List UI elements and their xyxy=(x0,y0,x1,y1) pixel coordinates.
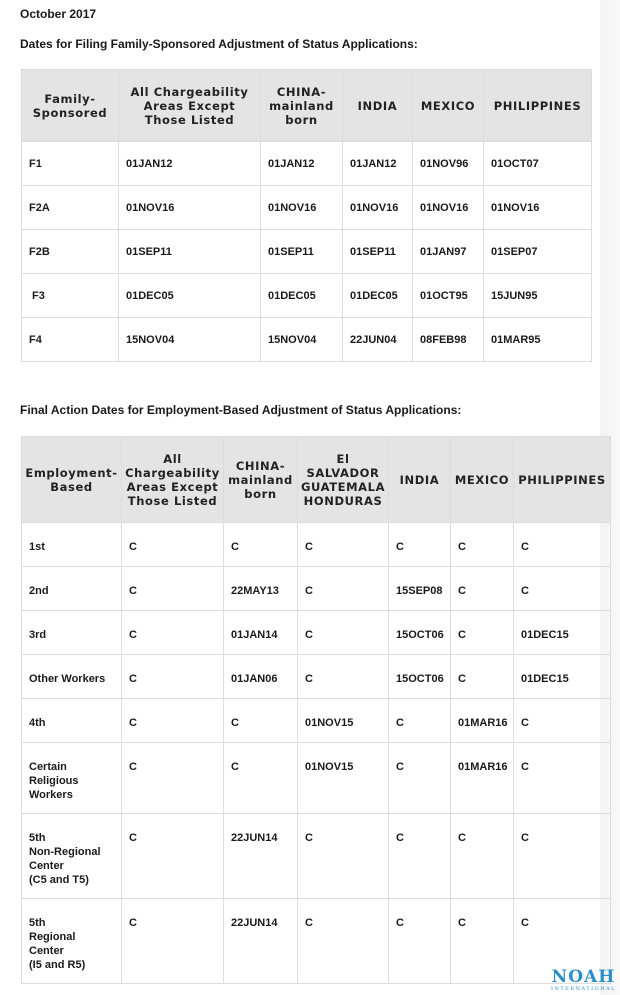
date-cell: C xyxy=(298,655,389,699)
column-header: MEXICO xyxy=(413,70,484,142)
date-cell: 01MAR16 xyxy=(451,699,514,743)
column-header: All Chargeability Areas Except Those Listed xyxy=(119,70,261,142)
table-row xyxy=(22,523,611,567)
date-cell: C xyxy=(451,655,514,699)
row-label-cell: F2A xyxy=(22,186,119,230)
column-header: CHINA- mainland born xyxy=(224,437,298,523)
family-section-heading: Dates for Filing Family-Sponsored Adjustment of Status Applications: xyxy=(20,37,418,51)
date-cell: 01NOV15 xyxy=(298,743,389,814)
date-cell: C xyxy=(451,523,514,567)
date-cell: C xyxy=(298,899,389,984)
table-row xyxy=(22,186,592,230)
date-cell: C xyxy=(514,523,611,567)
date-cell: 01OCT95 xyxy=(413,274,484,318)
date-cell: C xyxy=(122,743,224,814)
date-cell: C xyxy=(224,523,298,567)
noah-international-logo xyxy=(551,969,616,992)
row-label-cell: Certain Religious Workers xyxy=(22,743,122,814)
date-cell: 01DEC05 xyxy=(343,274,413,318)
date-cell: C xyxy=(122,611,224,655)
date-cell: C xyxy=(122,567,224,611)
date-cell: C xyxy=(122,655,224,699)
date-cell: 01DEC15 xyxy=(514,655,611,699)
date-cell: 01NOV15 xyxy=(298,699,389,743)
column-header: PHILIPPINES xyxy=(514,437,611,523)
date-cell: 01NOV96 xyxy=(413,142,484,186)
table-row xyxy=(22,567,611,611)
date-cell: 01JAN12 xyxy=(119,142,261,186)
date-cell: C xyxy=(224,743,298,814)
column-header: All Chargeability Areas Except Those Listed xyxy=(122,437,224,523)
column-header: El SALVADOR GUATEMALA HONDURAS xyxy=(298,437,389,523)
date-cell: 01DEC05 xyxy=(261,274,343,318)
logo-name: NOAH xyxy=(551,967,616,987)
date-cell: C xyxy=(514,899,611,984)
row-label-cell: Other Workers xyxy=(22,655,122,699)
date-cell: C xyxy=(122,523,224,567)
date-cell: C xyxy=(122,899,224,984)
date-cell: 22JUN14 xyxy=(224,814,298,899)
date-cell: C xyxy=(389,743,451,814)
date-cell: C xyxy=(298,567,389,611)
date-cell: C xyxy=(514,743,611,814)
date-cell: C xyxy=(298,611,389,655)
date-cell: 01DEC15 xyxy=(514,611,611,655)
table-row xyxy=(22,699,611,743)
date-cell: C xyxy=(298,814,389,899)
date-cell: C xyxy=(389,814,451,899)
date-cell: 01SEP11 xyxy=(261,230,343,274)
row-label-cell: 2nd xyxy=(22,567,122,611)
date-cell: 15NOV04 xyxy=(261,318,343,362)
row-label-cell: 5th Regional Center (I5 and R5) xyxy=(22,899,122,984)
date-cell: 15OCT06 xyxy=(389,611,451,655)
date-cell: 01NOV16 xyxy=(119,186,261,230)
date-cell: 01MAR95 xyxy=(484,318,592,362)
column-header: INDIA xyxy=(343,70,413,142)
date-cell: 15JUN95 xyxy=(484,274,592,318)
table-row xyxy=(22,274,592,318)
date-cell: C xyxy=(451,611,514,655)
table-row xyxy=(22,611,611,655)
table-row xyxy=(22,230,592,274)
date-cell: C xyxy=(122,814,224,899)
row-label-cell: 4th xyxy=(22,699,122,743)
table-row xyxy=(22,743,611,814)
date-cell: C xyxy=(451,567,514,611)
page-title: October 2017 xyxy=(20,7,97,21)
date-cell: 01JAN97 xyxy=(413,230,484,274)
table-row xyxy=(22,899,611,984)
date-cell: C xyxy=(514,699,611,743)
column-header: PHILIPPINES xyxy=(484,70,592,142)
column-header: Family- Sponsored xyxy=(22,70,119,142)
date-cell: C xyxy=(122,699,224,743)
table-row xyxy=(22,655,611,699)
date-cell: 15SEP08 xyxy=(389,567,451,611)
date-cell: 01SEP11 xyxy=(343,230,413,274)
family-sponsored-table xyxy=(21,69,592,362)
date-cell: 01NOV16 xyxy=(343,186,413,230)
employment-based-table xyxy=(21,436,611,984)
date-cell: 01JAN14 xyxy=(224,611,298,655)
column-header: Employment- Based xyxy=(22,437,122,523)
date-cell: 15OCT06 xyxy=(389,655,451,699)
table-row xyxy=(22,142,592,186)
column-header: INDIA xyxy=(389,437,451,523)
date-cell: C xyxy=(514,567,611,611)
date-cell: C xyxy=(389,523,451,567)
row-label-cell: 1st xyxy=(22,523,122,567)
date-cell: C xyxy=(224,699,298,743)
row-label-cell: 3rd xyxy=(22,611,122,655)
date-cell: 01JAN12 xyxy=(343,142,413,186)
date-cell: 15NOV04 xyxy=(119,318,261,362)
row-label-cell: F2B xyxy=(22,230,119,274)
row-label-cell: F1 xyxy=(22,142,119,186)
employment-section-heading: Final Action Dates for Employment-Based Adjustment of Status Applications: xyxy=(20,403,462,417)
date-cell: 01OCT07 xyxy=(484,142,592,186)
row-label-cell: F3 xyxy=(22,274,119,318)
date-cell: 01MAR16 xyxy=(451,743,514,814)
date-cell: C xyxy=(389,899,451,984)
column-header: MEXICO xyxy=(451,437,514,523)
date-cell: C xyxy=(451,899,514,984)
date-cell: 01SEP07 xyxy=(484,230,592,274)
date-cell: 01NOV16 xyxy=(261,186,343,230)
date-cell: 01DEC05 xyxy=(119,274,261,318)
logo-subtitle: INTERNATIONAL xyxy=(550,986,616,992)
date-cell: 22JUN14 xyxy=(224,899,298,984)
row-label-cell: F4 xyxy=(22,318,119,362)
date-cell: 22MAY13 xyxy=(224,567,298,611)
table-row xyxy=(22,814,611,899)
date-cell: 01JAN12 xyxy=(261,142,343,186)
date-cell: 22JUN04 xyxy=(343,318,413,362)
table-row xyxy=(22,318,592,362)
date-cell: 01NOV16 xyxy=(484,186,592,230)
row-label-cell: 5th Non-Regional Center (C5 and T5) xyxy=(22,814,122,899)
date-cell: C xyxy=(298,523,389,567)
date-cell: 08FEB98 xyxy=(413,318,484,362)
date-cell: 01NOV16 xyxy=(413,186,484,230)
date-cell: C xyxy=(451,814,514,899)
date-cell: 01JAN06 xyxy=(224,655,298,699)
date-cell: 01SEP11 xyxy=(119,230,261,274)
column-header: CHINA- mainland born xyxy=(261,70,343,142)
date-cell: C xyxy=(514,814,611,899)
date-cell: C xyxy=(389,699,451,743)
